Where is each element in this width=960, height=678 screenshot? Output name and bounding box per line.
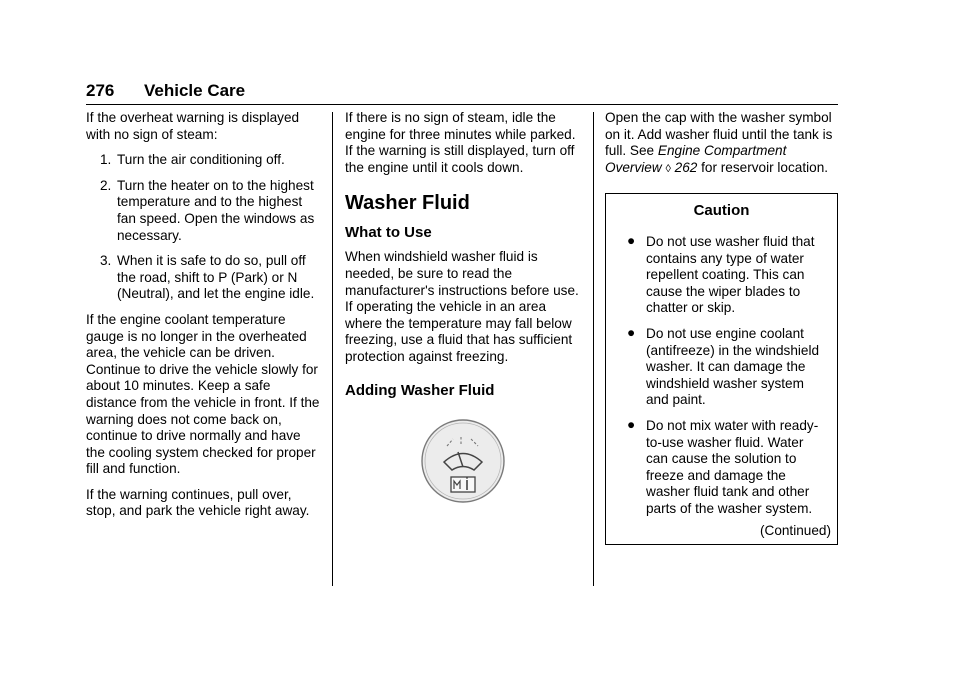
column-1 <box>86 110 322 529</box>
column-divider-2 <box>593 112 594 586</box>
washer-fluid-heading: Washer Fluid <box>345 192 470 215</box>
coolant-gauge-paragraph: If the engine coolant temperature gauge is no longer in the overheated area, the vehicle can be driven. Continue to drive the vehicle slowly for about 10 minutes. Keep a safe distance from the vehicle in front. If the warning does not come back on, continue to drive normally and have the cooling system checked for proper fill and function. <box>86 311 320 477</box>
step-text: When it is safe to do so, pull off the road, shift to P (Park) or N (Neutral), and let the engine idle. <box>117 253 315 302</box>
caution-box <box>605 193 838 545</box>
caution-item-1 <box>614 234 829 317</box>
overheat-steps <box>86 152 322 303</box>
adding-washer-fluid-heading: Adding Washer Fluid <box>345 381 495 399</box>
step-text: Turn the air conditioning off. <box>117 152 285 168</box>
caution-list <box>614 234 829 518</box>
caution-item-2 <box>614 326 829 409</box>
caution-text: Do not use washer fluid that contains any type of water repellent coating. This can cause the wiper blades to chatter or skip. <box>646 233 815 316</box>
what-to-use-heading: What to Use <box>345 224 432 242</box>
step-text: Turn the heater on to the highest temperature and to the highest fan speed. Open the windows as necessary. <box>117 177 315 243</box>
step-number: 1. <box>100 152 112 168</box>
engine-compartment-xref: Engine Compartment Overview <box>605 143 787 175</box>
no-steam-paragraph: If there is no sign of steam, idle the engine for three minutes while parked. If the warning is still displayed, turn off the engine until it cools down. <box>345 110 576 175</box>
xref-page-number: 262 <box>674 159 698 175</box>
caution-title: Caution <box>693 202 750 220</box>
open-cap-paragraph <box>605 110 838 177</box>
reservoir-text: for reservoir location. <box>697 159 829 175</box>
bullet-icon: ● <box>627 324 636 340</box>
caution-text: Do not mix water with ready-to-use washer fluid. Water can cause the solution to freeze and damage the washer fluid tank and other parts of the washer system. <box>646 417 819 516</box>
column-2 <box>345 110 581 508</box>
step-1 <box>86 152 322 169</box>
caution-item-3 <box>614 418 829 518</box>
overheat-intro: If the overheat warning is displayed with no sign of steam: <box>86 110 300 142</box>
column-3 <box>605 110 838 545</box>
step-3 <box>86 253 322 303</box>
open-cap-text: Open the cap with the washer symbol on it. Add washer fluid until the tank is full. See <box>605 110 833 159</box>
step-2 <box>86 178 322 244</box>
column-divider-1 <box>332 112 333 586</box>
what-to-use-paragraph: When windshield washer fluid is needed, be sure to read the manufacturer's instructions before use. If operating the vehicle in an area where the temperature may fall below freezing, use a fluid that has sufficient protection against freezing. <box>345 249 579 364</box>
page-ref-arrow: ◊ <box>665 162 671 175</box>
page-number: 276 <box>86 81 115 100</box>
section-title: Vehicle Care <box>144 81 246 100</box>
warning-continues-paragraph: If the warning continues, pull over, stop, and park the vehicle right away. <box>86 486 310 519</box>
header-rule <box>86 104 838 105</box>
page-header <box>86 81 245 101</box>
washer-fluid-symbol-icon <box>420 418 506 504</box>
continued-label: (Continued) <box>759 523 831 539</box>
step-number: 2. <box>100 177 112 193</box>
caution-text: Do not use engine coolant (antifreeze) in the windshield washer. It can damage the windshield washer system and paint. <box>646 325 820 408</box>
bullet-icon: ● <box>627 416 636 432</box>
step-number: 3. <box>100 253 112 269</box>
bullet-icon: ● <box>627 232 636 248</box>
washer-symbol-figure <box>345 418 581 509</box>
